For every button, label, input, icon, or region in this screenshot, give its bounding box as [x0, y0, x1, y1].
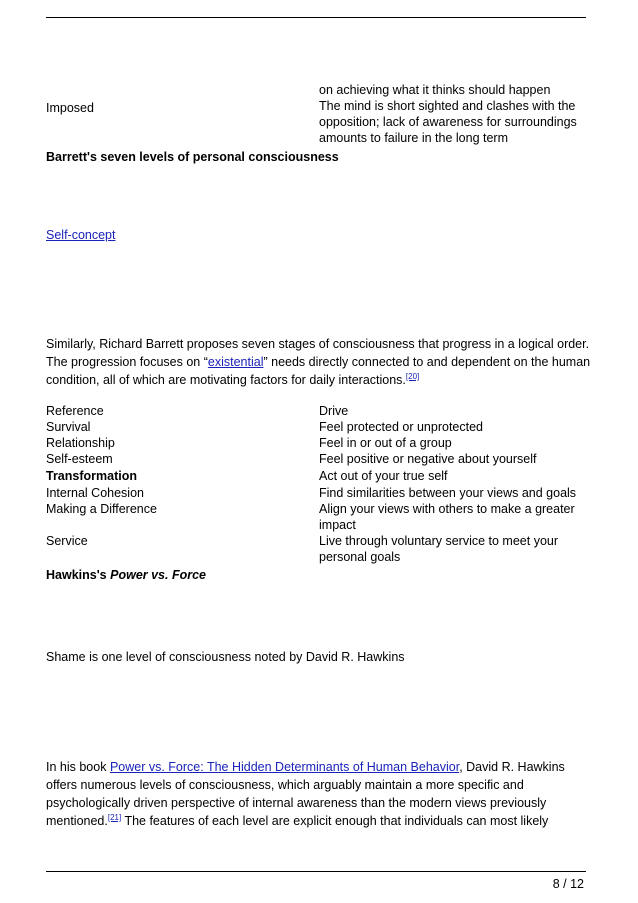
hawkins-heading [46, 566, 594, 584]
imposed-label: Imposed [46, 101, 94, 115]
imposed-line: The mind is short sighted and clashes with the [319, 99, 576, 113]
imposed-row [46, 82, 592, 148]
level-name: Self-esteem [46, 452, 113, 466]
level-name: Making a Difference [46, 502, 157, 516]
barrett-heading: Barrett's seven levels of personal consciousness [46, 150, 339, 164]
barrett-text-start: Similarly, Richard Barrett proposes seven stages of consciousness that progress in a logical order. The progression focuses on “ [46, 337, 590, 369]
imposed-line: amounts to failure in the long term [319, 131, 508, 145]
imposed-description [319, 82, 591, 146]
hawkins-title: Power vs. Force [110, 568, 206, 582]
book-text-end: The features of each level are explicit enough that individuals can most likely [121, 814, 549, 828]
book-paragraph [46, 758, 594, 830]
table-row [46, 485, 592, 501]
level-drive: Feel positive or negative about yourself [319, 452, 537, 466]
level-drive [319, 501, 591, 533]
self-concept-link[interactable]: Self-concept [46, 228, 116, 242]
barrett-text-end: ” needs directly connected to and dependent on the human condition, all of which are motivating factors for daily interactions. [46, 355, 591, 387]
level-drive [319, 533, 591, 565]
imposed-line: opposition; lack of awareness for surroundings [319, 115, 577, 129]
shame-caption: Shame is one level of consciousness noted by David R. Hawkins [46, 650, 405, 664]
power-vs-force-link[interactable]: Power vs. Force: The Hidden Determinants of Human Behavior [109, 760, 460, 774]
page-number: 8 / 12 [552, 877, 584, 891]
table-row [46, 501, 592, 533]
level-name: Survival [46, 420, 91, 434]
header-rule [46, 17, 586, 18]
barrett-paragraph [46, 335, 594, 389]
level-name: Service [46, 534, 88, 548]
level-drive-line: Live through voluntary service to meet your [319, 534, 559, 548]
level-drive: Feel protected or unprotected [319, 420, 483, 434]
footer-rule [46, 871, 586, 872]
book-text-middle: , David R. Hawkins offers numerous levels of consciousness, which arguably maintain a more specific and psychologically driven perspective of internal awareness than the modern views previously mentioned. [46, 760, 565, 828]
level-drive-line: personal goals [319, 550, 401, 564]
table-row [46, 533, 592, 565]
level-name: Internal Cohesion [46, 486, 144, 500]
reference-21-link[interactable]: [21] [107, 813, 122, 822]
table-header-row [46, 403, 592, 419]
level-drive-line: impact [319, 518, 356, 532]
level-name: Transformation [46, 469, 137, 483]
table-row [46, 419, 592, 435]
existential-link[interactable]: existential [207, 355, 264, 369]
hawkins-name: Hawkins's [46, 568, 111, 582]
level-drive: Find similarities between your views and goals [319, 486, 577, 500]
book-text-start: In his book [46, 760, 110, 774]
reference-header: Reference [46, 404, 104, 418]
level-drive: Act out of your true self [319, 469, 448, 483]
imposed-line: on achieving what it thinks should happen [319, 83, 551, 97]
self-concept-caption [46, 226, 594, 244]
table-row [46, 435, 592, 451]
reference-20-link[interactable]: [20] [405, 372, 420, 381]
level-name: Relationship [46, 436, 115, 450]
table-row [46, 451, 592, 467]
drive-header: Drive [319, 404, 349, 418]
level-drive-line: Align your views with others to make a greater [319, 502, 575, 516]
level-drive: Feel in or out of a group [319, 436, 452, 450]
table-row [46, 468, 592, 484]
